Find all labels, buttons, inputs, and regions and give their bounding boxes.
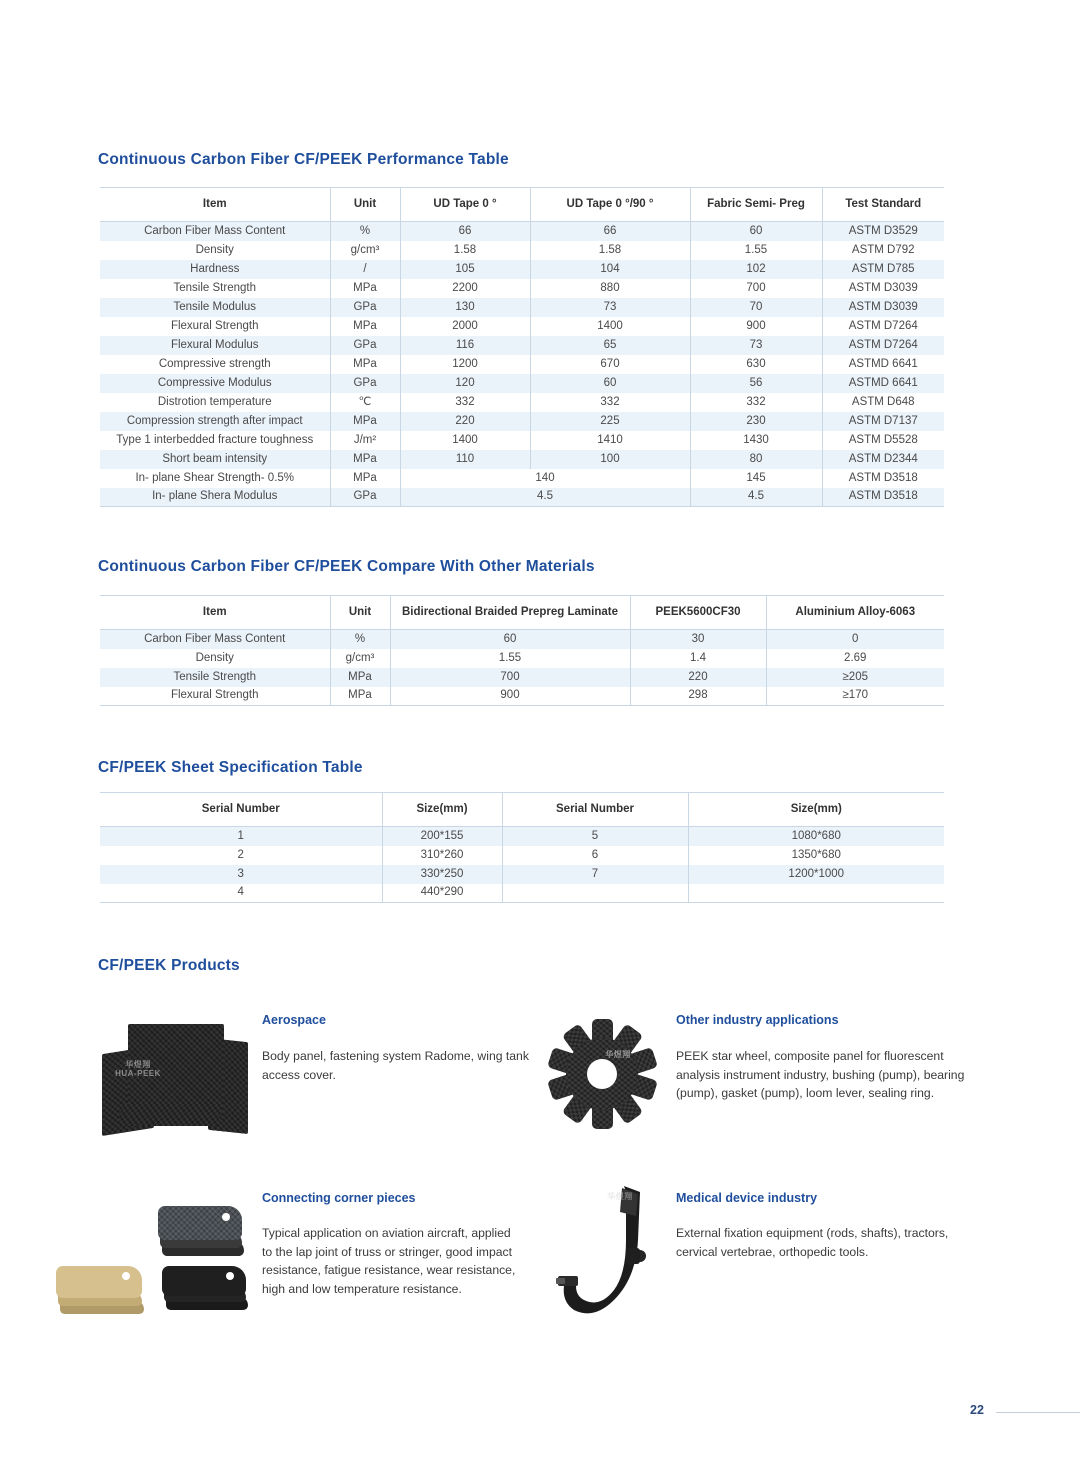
cell-item: Flexural Modulus bbox=[100, 336, 330, 355]
table-row bbox=[100, 279, 944, 298]
cell-item: Carbon Fiber Mass Content bbox=[100, 630, 330, 649]
product-title-connecting-corner-pieces: Connecting corner pieces bbox=[262, 1191, 416, 1205]
performance-table-heading: Continuous Carbon Fiber CF/PEEK Performance Table bbox=[98, 151, 509, 168]
cell-braided-laminate: 900 bbox=[390, 687, 630, 706]
watermark-text: 华煜翔 bbox=[607, 1192, 633, 1201]
sheet-spec-table-body bbox=[100, 827, 944, 903]
cell-ud-tape-0: 1200 bbox=[400, 355, 530, 374]
cell-unit: MPa bbox=[330, 279, 400, 298]
table-row bbox=[100, 827, 944, 846]
cell-unit: GPa bbox=[330, 488, 400, 507]
panel-front-edge bbox=[117, 1104, 222, 1126]
table-row bbox=[100, 317, 944, 336]
cell-unit: J/m² bbox=[330, 431, 400, 450]
cell-test-standard: ASTM D3039 bbox=[822, 279, 944, 298]
cell-fabric-semi-preg: 1430 bbox=[690, 431, 822, 450]
cell-fabric-semi-preg: 56 bbox=[690, 374, 822, 393]
cell-serial-number-a: 4 bbox=[100, 884, 382, 903]
cell-peek5600cf30: 298 bbox=[630, 687, 766, 706]
cell-fabric-semi-preg: 900 bbox=[690, 317, 822, 336]
cell-item: Compressive strength bbox=[158, 357, 271, 370]
cell-test-standard: ASTM D3529 bbox=[822, 222, 944, 241]
performance-table-body bbox=[100, 222, 944, 507]
wheel-center-hole bbox=[587, 1059, 617, 1089]
cell-ud-tape-0-90: 65 bbox=[530, 336, 690, 355]
cell-test-standard: ASTM D648 bbox=[822, 393, 944, 412]
col-header-item: Item bbox=[100, 188, 330, 222]
cell-ud-tape-0: 1400 bbox=[400, 431, 530, 450]
cell-peek5600cf30: 1.4 bbox=[630, 649, 766, 668]
cell-ud-tape-0-90: 880 bbox=[530, 279, 690, 298]
corner-piece-hole bbox=[226, 1272, 234, 1280]
cell-fabric-semi-preg: 80 bbox=[690, 450, 822, 469]
cell-unit: GPa bbox=[330, 336, 400, 355]
cell-item: Carbon Fiber Mass Content bbox=[100, 222, 330, 241]
cell-fabric-semi-preg: 70 bbox=[690, 298, 822, 317]
cell-unit: MPa bbox=[330, 412, 400, 431]
table-row bbox=[100, 865, 944, 884]
cell-test-standard: ASTM D785 bbox=[822, 260, 944, 279]
cell-fabric-semi-preg: 1.55 bbox=[690, 241, 822, 260]
cell-size-b: 1080*680 bbox=[688, 827, 944, 846]
compare-table-header bbox=[100, 596, 944, 630]
cell-unit: MPa bbox=[330, 687, 390, 706]
corner-piece-hole bbox=[222, 1213, 230, 1221]
cell-size-b: 1200*1000 bbox=[688, 865, 944, 884]
page-number: 22 bbox=[970, 1403, 984, 1417]
table-row bbox=[100, 393, 944, 412]
cell-ud-tape-0: 110 bbox=[400, 450, 530, 469]
cell-item: Tensile Strength bbox=[100, 668, 330, 687]
cell-serial-number-b: 5 bbox=[502, 827, 688, 846]
col-header-size-a: Size(mm) bbox=[382, 793, 502, 827]
cell-aluminium-alloy: ≥170 bbox=[766, 687, 944, 706]
corner-piece-top bbox=[162, 1266, 246, 1296]
medical-device-product-image bbox=[556, 1182, 666, 1327]
table-row bbox=[100, 222, 944, 241]
cell-unit: MPa bbox=[330, 317, 400, 336]
sheet-spec-table-heading: CF/PEEK Sheet Specification Table bbox=[98, 759, 363, 776]
cell-ud-tape-0: 116 bbox=[400, 336, 530, 355]
table-row bbox=[100, 336, 944, 355]
cell-ud-tape-0-90: 1410 bbox=[530, 431, 690, 450]
table-row bbox=[100, 469, 944, 488]
col-header-size-b: Size(mm) bbox=[688, 793, 944, 827]
table-row bbox=[100, 488, 944, 507]
cell-ud-tape-0-90: 225 bbox=[530, 412, 690, 431]
cell-unit: / bbox=[330, 260, 400, 279]
cell-test-standard: ASTM D792 bbox=[822, 241, 944, 260]
product-title-aerospace: Aerospace bbox=[262, 1013, 326, 1027]
corner-piece-hole bbox=[122, 1272, 130, 1280]
cell-test-standard: ASTM D7264 bbox=[822, 317, 944, 336]
cell-unit: MPa bbox=[330, 450, 400, 469]
cell-item: Flexural Strength bbox=[100, 687, 330, 706]
star-wheel-product-image bbox=[540, 1012, 664, 1136]
col-header-serial-number-b: Serial Number bbox=[502, 793, 688, 827]
cell-braided-laminate: 60 bbox=[390, 630, 630, 649]
cell-unit: MPa bbox=[330, 355, 400, 374]
table-row bbox=[100, 450, 944, 469]
cell-ud-tape-0-90: 60 bbox=[530, 374, 690, 393]
corner-pieces-product-image bbox=[42, 1196, 257, 1318]
cell-item: Hardness bbox=[100, 260, 330, 279]
corner-piece-top bbox=[158, 1206, 242, 1240]
watermark-text: 华煜翔 bbox=[605, 1050, 631, 1059]
col-header-ud-tape-0-90: UD Tape 0 °/90 ° bbox=[530, 188, 690, 222]
cell-fabric-semi-preg: 332 bbox=[690, 393, 822, 412]
cell-ud-tape-0: 66 bbox=[400, 222, 530, 241]
cell-ud-tape-0-90: 104 bbox=[530, 260, 690, 279]
cell-test-standard: ASTM D3518 bbox=[822, 488, 944, 507]
col-header-serial-number-a: Serial Number bbox=[100, 793, 382, 827]
cell-ud-tape-0-90: 1400 bbox=[530, 317, 690, 336]
col-header-ud-tape-0: UD Tape 0 ° bbox=[400, 188, 530, 222]
cell-braided-laminate: 700 bbox=[390, 668, 630, 687]
cell-ud-tape-0: 105 bbox=[400, 260, 530, 279]
compare-table-heading: Continuous Carbon Fiber CF/PEEK Compare With Other Materials bbox=[98, 558, 595, 575]
cell-fabric-semi-preg: 60 bbox=[690, 222, 822, 241]
cell-serial-number-b: 6 bbox=[502, 846, 688, 865]
table-row bbox=[100, 241, 944, 260]
cell-size-a: 310*260 bbox=[382, 846, 502, 865]
col-header-item: Item bbox=[100, 596, 330, 630]
cell-peek5600cf30: 30 bbox=[630, 630, 766, 649]
cell-size-b: 1350*680 bbox=[688, 846, 944, 865]
cell-unit: g/cm³ bbox=[330, 241, 400, 260]
product-description-medical-device: External fixation equipment (rods, shafts), tractors, cervical vertebrae, orthopedic tools. bbox=[676, 1226, 949, 1259]
cell-fabric-semi-preg: 102 bbox=[690, 260, 822, 279]
col-header-fabric-semi-preg: Fabric Semi- Preg bbox=[690, 188, 822, 222]
cell-serial-number-b bbox=[502, 884, 688, 903]
cell-ud-tape-0: 332 bbox=[400, 393, 530, 412]
cell-test-standard: ASTMD 6641 bbox=[822, 355, 944, 374]
footer-rule bbox=[996, 1412, 1080, 1413]
table-row bbox=[100, 412, 944, 431]
table-row bbox=[100, 668, 944, 687]
table-row bbox=[100, 630, 944, 649]
cell-unit: % bbox=[330, 222, 400, 241]
cell-unit: ℃ bbox=[330, 393, 400, 412]
compare-table bbox=[100, 595, 944, 706]
table-row bbox=[100, 260, 944, 279]
table-row bbox=[100, 355, 944, 374]
cell-test-standard: ASTM D3518 bbox=[822, 469, 944, 488]
product-description-connecting-corner-pieces: Typical application on aviation aircraft, applied to the lap joint of truss or stringer, good impact resistance, fatigue resistance, wear resistance, high and low temperature resistance. bbox=[262, 1226, 516, 1296]
cell-item: Density bbox=[195, 651, 234, 664]
cell-ud-tape-0-90: 66 bbox=[530, 222, 690, 241]
cell-item: Tensile Modulus bbox=[100, 298, 330, 317]
cell-unit: GPa bbox=[330, 298, 400, 317]
cell-braided-laminate: 1.55 bbox=[390, 649, 630, 668]
cell-unit: % bbox=[330, 630, 390, 649]
table-row bbox=[100, 649, 944, 668]
cell-aluminium-alloy: 2.69 bbox=[766, 649, 944, 668]
cell-test-standard: ASTM D2344 bbox=[822, 450, 944, 469]
table-row bbox=[100, 374, 944, 393]
cell-serial-number-b: 7 bbox=[502, 865, 688, 884]
col-header-test-standard: Test Standard bbox=[822, 188, 944, 222]
col-header-unit: Unit bbox=[330, 596, 390, 630]
compare-table-body bbox=[100, 630, 944, 706]
performance-table-header bbox=[100, 188, 944, 222]
col-header-peek5600cf30: PEEK5600CF30 bbox=[630, 596, 766, 630]
cell-unit: GPa bbox=[330, 374, 400, 393]
cell-size-a: 440*290 bbox=[382, 884, 502, 903]
cell-item: Compression strength after impact bbox=[100, 412, 330, 431]
sheet-spec-table-header bbox=[100, 793, 944, 827]
corner-piece-top bbox=[56, 1266, 142, 1298]
cell-item: In- plane Shear Strength- 0.5% bbox=[135, 471, 295, 484]
cell-aluminium-alloy: ≥205 bbox=[766, 668, 944, 687]
table-row bbox=[100, 431, 944, 450]
cell-item: Short beam intensity bbox=[100, 450, 330, 469]
cell-test-standard: ASTM D7264 bbox=[822, 336, 944, 355]
cell-fabric-semi-preg: 73 bbox=[690, 336, 822, 355]
cell-unit: g/cm³ bbox=[330, 649, 390, 668]
cell-fabric-semi-preg: 700 bbox=[690, 279, 822, 298]
cell-ud-tape-merged: 140 bbox=[400, 469, 690, 488]
cell-ud-tape-0-90: 670 bbox=[530, 355, 690, 374]
cell-item: Tensile Strength bbox=[173, 281, 256, 294]
cell-size-b bbox=[688, 884, 944, 903]
watermark-text: 华煜翔 HUA-PEEK bbox=[115, 1060, 161, 1079]
cell-unit: MPa bbox=[330, 668, 390, 687]
col-header-unit: Unit bbox=[330, 188, 400, 222]
cell-serial-number-a: 2 bbox=[237, 848, 244, 861]
cell-ud-tape-0-90: 73 bbox=[530, 298, 690, 317]
cell-ud-tape-0: 1.58 bbox=[400, 241, 530, 260]
table-row bbox=[100, 884, 944, 903]
cell-test-standard: ASTM D7137 bbox=[822, 412, 944, 431]
sheet-spec-table bbox=[100, 792, 944, 903]
cell-item: Distrotion temperature bbox=[157, 395, 272, 408]
cell-ud-tape-0-90: 100 bbox=[530, 450, 690, 469]
cell-size-a: 200*155 bbox=[382, 827, 502, 846]
cell-test-standard: ASTM D3039 bbox=[822, 298, 944, 317]
cell-item: Type 1 interbedded fracture toughness bbox=[116, 433, 314, 446]
external-fixation-hook-shape bbox=[556, 1182, 666, 1327]
cell-unit: MPa bbox=[330, 469, 400, 488]
cell-item: Density bbox=[195, 243, 234, 256]
cell-ud-tape-merged: 4.5 bbox=[400, 488, 690, 507]
cell-ud-tape-0: 2000 bbox=[400, 317, 530, 336]
cell-ud-tape-0: 2200 bbox=[400, 279, 530, 298]
cell-serial-number-a: 3 bbox=[100, 865, 382, 884]
table-row bbox=[100, 846, 944, 865]
table-row bbox=[100, 687, 944, 706]
col-header-braided-laminate: Bidirectional Braided Prepreg Laminate bbox=[390, 596, 630, 630]
product-title-other-industry: Other industry applications bbox=[676, 1013, 839, 1027]
cell-test-standard: ASTM D5528 bbox=[822, 431, 944, 450]
product-description-aerospace: Body panel, fastening system Radome, wing tank access cover. bbox=[262, 1049, 529, 1082]
cell-fabric-semi-preg: 4.5 bbox=[690, 488, 822, 507]
cell-ud-tape-0-90: 1.58 bbox=[530, 241, 690, 260]
cell-fabric-semi-preg: 145 bbox=[690, 469, 822, 488]
performance-table bbox=[100, 187, 944, 507]
products-heading: CF/PEEK Products bbox=[98, 957, 240, 974]
cell-size-a: 330*250 bbox=[382, 865, 502, 884]
table-row bbox=[100, 298, 944, 317]
cell-ud-tape-0-90: 332 bbox=[530, 393, 690, 412]
cell-ud-tape-0: 220 bbox=[400, 412, 530, 431]
cell-fabric-semi-preg: 230 bbox=[690, 412, 822, 431]
product-title-medical-device: Medical device industry bbox=[676, 1191, 818, 1205]
aerospace-product-image bbox=[100, 1012, 250, 1137]
cell-serial-number-a: 1 bbox=[100, 827, 382, 846]
col-header-aluminium-alloy: Aluminium Alloy-6063 bbox=[766, 596, 944, 630]
cell-item: Compressive Modulus bbox=[100, 374, 330, 393]
cell-item: In- plane Shera Modulus bbox=[100, 488, 330, 507]
product-description-other-industry: PEEK star wheel, composite panel for fluorescent analysis instrument industry, bushing (pump), bearing (pump), gasket (pump), loom lever, sealing ring. bbox=[676, 1049, 965, 1101]
cell-fabric-semi-preg: 630 bbox=[690, 355, 822, 374]
cell-test-standard: ASTMD 6641 bbox=[822, 374, 944, 393]
cell-item: Flexural Strength bbox=[170, 319, 259, 332]
cell-peek5600cf30: 220 bbox=[630, 668, 766, 687]
cell-ud-tape-0: 130 bbox=[400, 298, 530, 317]
cell-aluminium-alloy: 0 bbox=[766, 630, 944, 649]
cell-ud-tape-0: 120 bbox=[400, 374, 530, 393]
